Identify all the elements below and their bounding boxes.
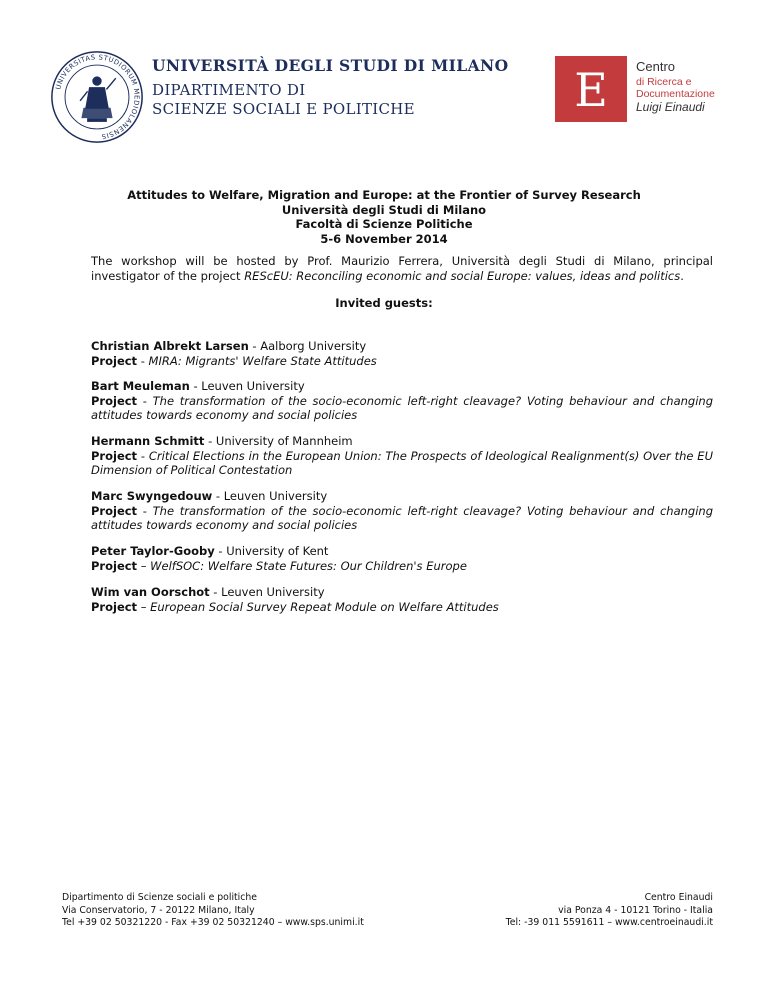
guest-name: Peter Taylor-Gooby <box>91 544 215 558</box>
guest-affiliation: - Leuven University <box>189 379 305 393</box>
seal-text: UNIVERSITAS STUDIORUM MEDIOLANENSIS <box>54 53 141 141</box>
footer-department-contact <box>62 892 364 930</box>
guest-entry <box>91 544 713 573</box>
einaudi-line-4: Luigi Einaudi <box>636 100 705 114</box>
project-title: MIRA: Migrants' Welfare State Attitudes <box>148 353 377 368</box>
event-dates: 5-6 November 2014 <box>320 231 448 246</box>
project-separator: - <box>137 393 153 408</box>
university-name: UNIVERSITÀ DEGLI STUDI DI MILANO <box>152 56 509 75</box>
project-title: The transformation of the socio-economic left-right cleavage? Voting behaviour and changing attitudes towards economy and social policies <box>91 393 713 422</box>
guest-affiliation: - University of Mannheim <box>204 434 353 448</box>
footer-left-line-2: Via Conservatorio, 7 - 20122 Milano, Italy <box>62 904 255 916</box>
project-separator: - <box>137 448 149 463</box>
guest-entry <box>91 489 713 533</box>
project-separator: - <box>137 353 149 368</box>
project-label: Project <box>91 448 138 463</box>
project-label: Project <box>91 353 138 368</box>
project-title: Critical Elections in the European Union: The Prospects of Ideological Realignment(s) Over the EU Dimension of Political Contestation <box>91 448 713 477</box>
footer-left-line-3: Tel +39 02 50321220 - Fax +39 02 50321240 – www.sps.unimi.it <box>62 917 364 928</box>
project-label: Project <box>91 599 138 614</box>
department-header <box>152 56 508 118</box>
centro-einaudi-logo <box>555 56 627 122</box>
guest-entry <box>91 434 713 478</box>
einaudi-line-2: di Ricerca e <box>636 76 692 88</box>
event-title: Attitudes to Welfare, Migration and Europe: at the Frontier of Survey Research <box>127 188 641 202</box>
event-faculty: Facoltà di Scienze Politiche <box>295 217 473 231</box>
event-venue: Università degli Studi di Milano <box>281 202 487 217</box>
footer-einaudi-contact <box>506 892 713 930</box>
guest-name: Marc Swyngedouw <box>91 489 213 503</box>
project-title: European Social Survey Repeat Module on Welfare Attitudes <box>150 599 499 614</box>
department-line-2: SCIENZE SOCIALI E POLITICHE <box>152 100 415 118</box>
project-title: WelfSOC: Welfare State Futures: Our Children's Europe <box>150 558 467 573</box>
guest-name: Hermann Schmitt <box>91 434 205 448</box>
guest-entry <box>91 379 713 423</box>
logo-letter: E <box>574 63 608 117</box>
university-seal-logo <box>50 50 144 144</box>
project-separator: – <box>137 558 151 573</box>
guest-affiliation: - University of Kent <box>214 544 329 558</box>
project-separator: – <box>137 599 151 614</box>
guest-affiliation: - Leuven University <box>212 489 328 503</box>
footer-right-line-1: Centro Einaudi <box>644 892 713 903</box>
guest-name: Bart Meuleman <box>91 379 190 393</box>
footer-right-line-3: Tel: -39 011 5591611 – www.centroeinaudi.it <box>505 917 713 928</box>
guest-affiliation: - Aalborg University <box>248 339 367 353</box>
guest-affiliation: - Leuven University <box>209 585 325 599</box>
footer-right-line-2: via Ponza 4 - 10121 Torino - Italia <box>558 904 713 916</box>
project-label: Project <box>91 503 138 518</box>
footer-left-line-1: Dipartimento di Scienze sociali e politiche <box>62 892 257 903</box>
project-label: Project <box>91 393 138 408</box>
department-line-1: DIPARTIMENTO DI <box>152 81 306 99</box>
invited-guests-heading: Invited guests: <box>335 296 433 310</box>
project-separator: - <box>137 503 153 518</box>
project-title: The transformation of the socio-economic left-right cleavage? Voting behaviour and changing attitudes towards economy and social policies <box>91 503 713 532</box>
intro-end: . <box>680 269 684 283</box>
centro-einaudi-name <box>636 59 715 114</box>
event-title-block <box>60 188 708 246</box>
project-label: Project <box>91 558 138 573</box>
einaudi-line-3: Documentazione <box>636 88 715 100</box>
intro-project: REScEU: Reconciling economic and social Europe: values, ideas and politics <box>244 269 681 283</box>
guest-entry <box>91 339 713 368</box>
intro-paragraph <box>91 254 713 284</box>
guest-entry <box>91 585 713 614</box>
intro-text: The workshop will be hosted by Prof. Maurizio Ferrera, Università degli Studi di Milano, principal investigator of the project <box>91 254 713 283</box>
guest-name: Wim van Oorschot <box>91 585 210 599</box>
guest-name: Christian Albrekt Larsen <box>91 339 249 353</box>
einaudi-line-1: Centro <box>636 59 676 74</box>
